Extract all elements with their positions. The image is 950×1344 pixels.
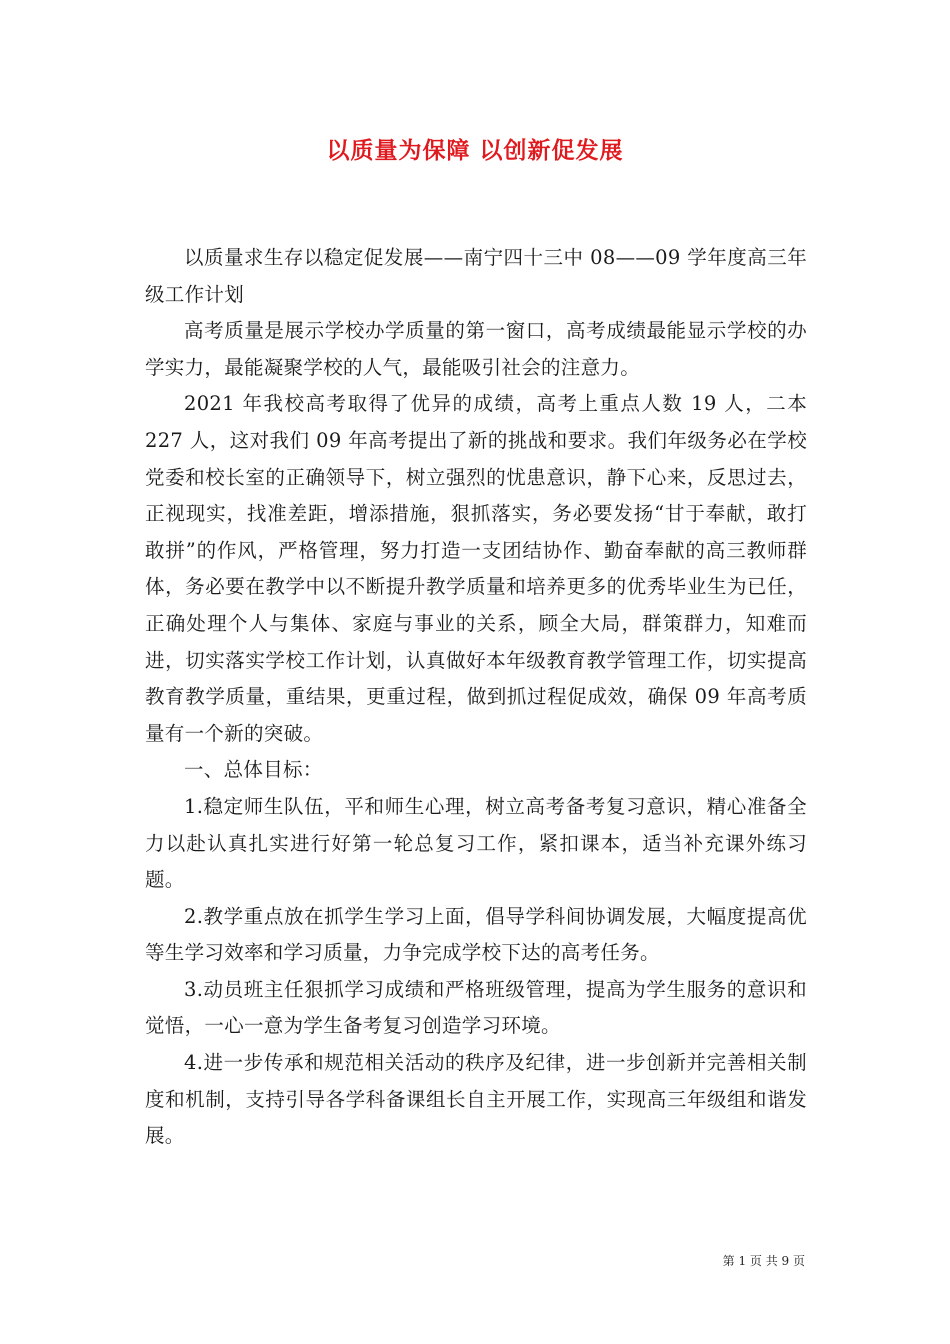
goal-item-3: 3.动员班主任狠抓学习成绩和严格班级管理，提高为学生服务的意识和觉悟，一心一意为学生备考复习创造学习环境。 <box>145 977 807 1038</box>
paragraph-subtitle: 以质量求生存以稳定促发展——南宁四十三中 08——09 学年度高三年级工作计划 <box>145 246 807 306</box>
document-body <box>145 240 807 1155</box>
document-title: 以质量为保障 以创新促发展 <box>326 138 624 164</box>
paragraph-intro: 高考质量是展示学校办学质量的第一窗口，高考成绩最能显示学校的办学实力，最能凝聚学校的人气，最能吸引社会的注意力。 <box>145 319 807 379</box>
section-heading-goals: 一、总体目标： <box>184 758 323 782</box>
paragraph-results: 2021 年我校高考取得了优异的成绩，高考上重点人数 19 人，二本 227 人，这对我们 09 年高考提出了新的挑战和要求。我们年级务必在学校党委和校长室的正确领导下，树立强烈的忧患意识，静下心来，反思过去，正视现实，找准差距，增添措施，狠抓落实，务必要发扬“甘于奉献，敢打敢拼”的作风，严格管理，努力打造一支团结协作、勤奋奉献的高三教师群体，务必要在教学中以不断提升教学质量和培养更多的优秀毕业生为已任，正确处理个人与集体、家庭与事业的关系，顾全大局，群策群力，知难而进，切实落实学校工作计划，认真做好本年级教育教学管理工作，切实提高教育教学质量，重结果，更重过程，做到抓过程促成效，确保 09 年高考质量有一个新的突破。 <box>145 392 808 745</box>
goal-item-1: 1.稳定师生队伍，平和师生心理，树立高考备考复习意识，精心准备全力以赴认真扎实进行好第一轮总复习工作，紧扣课本，适当补充课外练习题。 <box>145 794 807 892</box>
goal-item-2: 2.教学重点放在抓学生学习上面，倡导学科间协调发展，大幅度提高优等生学习效率和学习质量，力争完成学校下达的高考任务。 <box>145 904 807 965</box>
page-number-footer: 第 1 页 共 9 页 <box>722 1254 805 1268</box>
goal-item-4: 4.进一步传承和规范相关活动的秩序及纪律，进一步创新并完善相关制度和机制，支持引导各学科备课组长自主开展工作，实现高三年级组和谐发展。 <box>145 1051 807 1148</box>
